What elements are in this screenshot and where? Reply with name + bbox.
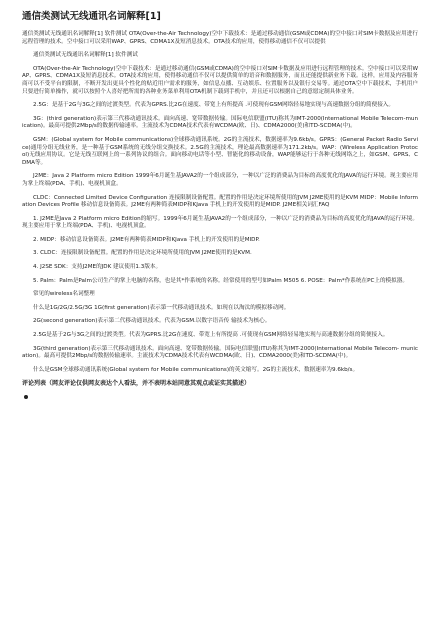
paragraph-ota: OTA(Over-the-Air Technology)空中下载技术：是通过移动通信(GSM或CDMA)的空中接口对SIM卡数据及应用进行远程管理的技术。空中接口可以采用WAP、GPRS、CDMA1X及短消息技术。OTA技术的应用，使得移动通信不仅可以提供简单的语音和数据服务，而且还能提供新业务下载。这样，应用及内容服务商可以不受平台的限制，不断开发出更具个性化的贴近用户需求的服务，如信息点播、互动娱乐、位置服务以及银行交易等。通过OTA空中下载技术，手机用户只要进行简单操作，就可以按照个人喜好把所需的各种业务菜单利用OTA机制下载到手机中，并且还可以根据自己的意愿定制具体业务。	[22, 65, 418, 95]
paragraph-faq-5: 5. Palm：Palm是Palm公司生产的掌上电脑的名称，也是其*作系统的名称。经常使用的型号如Palm M505 6. POSE：Palm*作系统在PC上的模拟器。	[33, 277, 408, 284]
paragraph-subtitle: 通信类测试无线通讯名词解释[1] 软件测试	[33, 52, 138, 59]
paragraph-faq-4: 4. J2SE SDK：支持J2ME的JDK 建议使用1.3版本。	[33, 264, 162, 271]
paragraph-2-5g: 2.5G：是基于2G与3G之间的过渡类型。代表为GPRS.比2G在速度、带宽上有所提高 .可使现有GSM网络轻易地实现与高速数据分组的简便接入。	[33, 102, 394, 109]
document-page	[22, 10, 418, 402]
comments-heading: 评论列表（网友评论仅供网友表达个人看法，并不表明本站同意其观点或证实其描述）	[22, 380, 251, 388]
paragraph-2-5g-b: 2.5G是基于2G与3G之间的过渡类型。代表为GPRS.比2G在速度、带宽上有所提高 .可使现有GSM网络轻易地实现与高速数据分组的简便接入。	[33, 332, 389, 339]
paragraph-intro: 通信类测试无线通讯名词解释[1] 软件测试 OTA(Over-the-Air Technology)空中下载技术：是通过移动通信(GSM或CDMA)的空中接口对SIM卡数据及应用进行远程管理的技术。空中接口可以采用WAP、GPRS、CDMA1X及短消息技术。OTA技术的应用，使得移动通信不仅可以提供	[22, 31, 418, 45]
paragraph-wireless-heading: 常见的wireless名词整理	[33, 291, 95, 298]
paragraph-faq-3: 3. CLDC：连接限制设备配置。配置的作用是决定环境所使用的JVM J2ME使用的是KVM.	[33, 250, 252, 257]
paragraph-3g: 3G：(third generation)表示第三代移动通讯技术。面向高速、宽带数据传输。国际电信联盟(ITU)称其为IMT-2000(International Mobile Telecom-munication)。最高可提供2Mbp/s的数据传输速率。主流技术为CDMA技术代表有WCDMA(欧、日)、CDMA2000(美)和TD-SCDMA(中)。	[22, 115, 418, 130]
page-title: 通信类测试无线通讯名词解释[1]	[22, 11, 161, 22]
paragraph-j2me: J2ME：Java 2 Platform micro Edition 1999年6月诞生基JAVA2的一个组成部分，一种以广泛的消费品为目标的高度优化的JAVA的运行环境。现主要应用为掌上终端(PDA、手机)、电视机顶盒。	[22, 173, 418, 187]
comment-list	[22, 394, 418, 402]
paragraph-cldc: CLDC：Connected Limited Device Configuration 连接限制设备配置。配置的作用是决定环境所使用的JVM J2ME使用的是KVM MIDP：Mobile Information Devices Profile 移动信息设备简表。J2ME有两种简表MIDP和KJava 手机上的开发使用的是MIDP. J2ME相关词汇FAQ	[22, 194, 418, 209]
paragraph-3g-b: 3G(third generation)表示第三代移动通讯技术。面向高速、宽带数据传输。国际电信联盟(ITU)称其为IMT-2000(International Mobile Telecom- munication)。最高可提供2Mbp/s的数据传输速率。主流技术为CDMA技术代表有WCDMA(欧、日)、CDMA2000(美)和TD-SCDMA(中)。	[22, 345, 418, 360]
bullet-icon	[24, 395, 28, 399]
paragraph-1g: 什么是1G/2G/2.5G/3G 1G(first generation)表示第一代移动通讯技术。如现在以淘汰的模拟移动网。	[33, 304, 290, 311]
list-item	[22, 394, 418, 402]
paragraph-2g: 2G(second generation)表示第二代移动通讯技术。代表为GSM.以数字语音传 输技术为核心。	[33, 318, 271, 325]
paragraph-gsm-gprs-wap: GSM：(Global system for Mobile communications)全球移动通讯系统。2G的主流技术，数据速率为9.6kb/s。GPRS：(General Packet Radio Service)通用分组无线业务，是一种基于GSM系统的无线分组交换技术。2.5G的主流技术，理论最高数据速率为171.2kb/s。WAP：(Wireless Application Protocol)无线应用协议。它是无线互联网上的一系列协议的组合。面向移动电话等小型、智能化的移动设备，WAP能够运行于各种无线网络之上，如GSM、GPRS、CDMA等。	[22, 136, 418, 166]
paragraph-faq-2: 2. MIDP：移动信息设备简表。J2ME有两种简表MIDP和KJava 手机上的开发使用的是MIDP.	[33, 236, 260, 243]
paragraph-gsm-b: 什么是GSM全球移动通讯系统(Global system for Mobile communications)的英文缩写。2G的主流技术，数据速率为9.6kb/s。	[33, 366, 359, 373]
paragraph-faq-1: 1. J2ME是Java 2 Platform micro Edition的缩写。1999年6月诞生基JAVA2的一个组成部分，一种以广泛的消费品为目标的高度优化的JAVA的运行环境。现主要应用于掌上终端(PDA、手机)、电视机顶盒。	[22, 215, 418, 230]
